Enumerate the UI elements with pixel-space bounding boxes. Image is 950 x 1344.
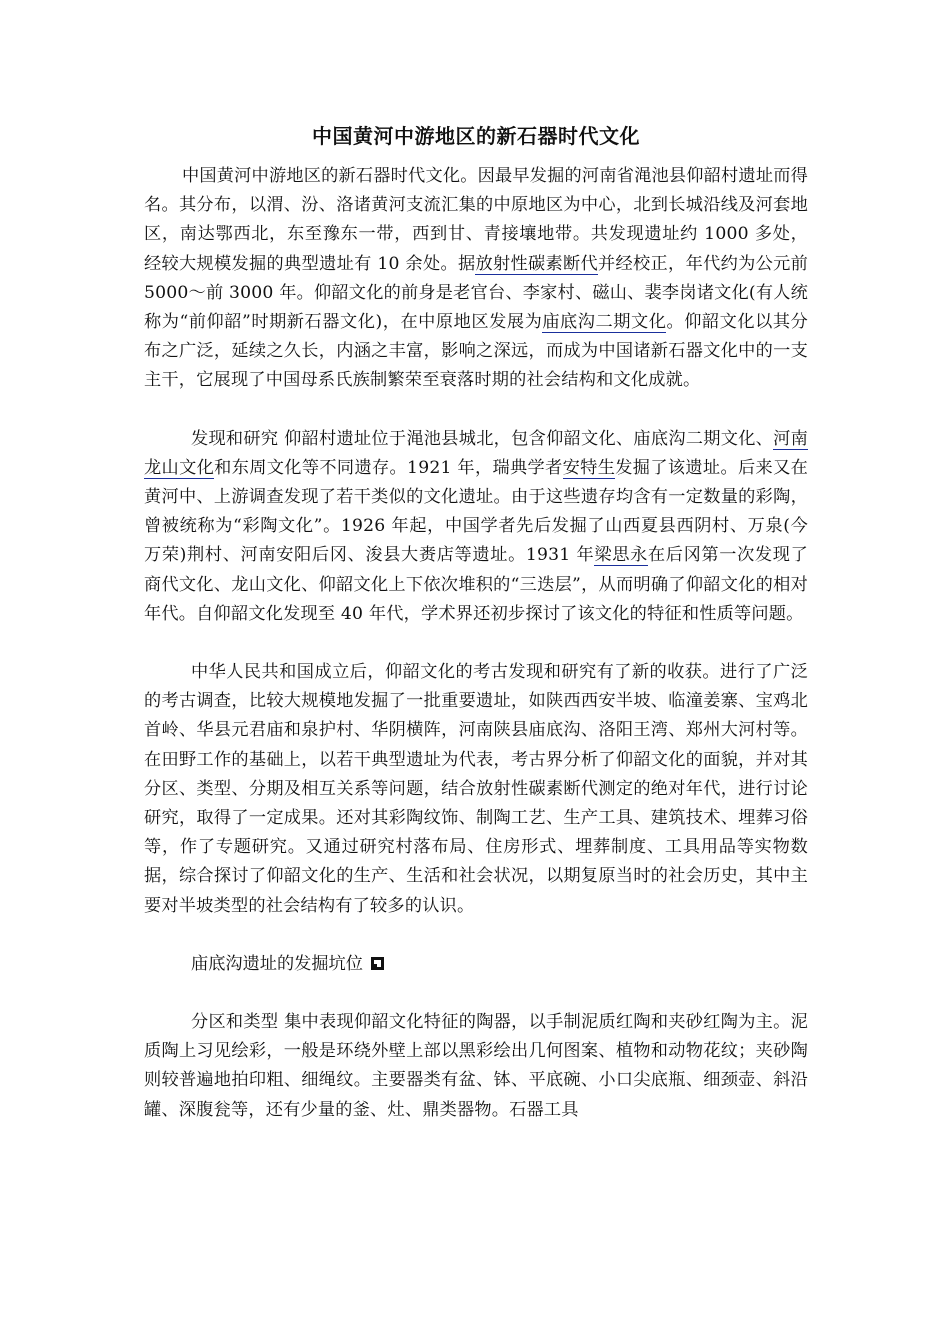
page-title: 中国黄河中游地区的新石器时代文化 (312, 124, 640, 148)
discovery-text-3: 发掘了该遗址。后来又在黄河中、上游调查发现了若干类似的文化遗址。由于这些遗存均含有一定数量的彩陶，曾被统称为“彩陶文化”。1926 年起，中国学者先后发掘了山西夏县西阴村、万泉(今万荣)荆村、河南安阳后冈、浚县大赉店等遗址。1931 年 (144, 457, 809, 566)
figure-caption-row (144, 950, 808, 979)
paragraph-spacer (144, 979, 808, 1008)
intro-text-2: 并经校正，年代约为公元前 5000～前 3000 年。仰韶文化的前身是老官台、李家村、磁山、裴李岗诸文化(有人统称为“前仰韶”时期新石器文化)，在中原地区发展为 (144, 253, 809, 333)
types-paragraph: 分区和类型 集中表现仰韶文化特征的陶器，以手制泥质红陶和夹砂红陶为主。泥质陶上习见绘彩，一般是环绕外壁上部以黑彩绘出几何图案、植物和动物花纹；夹砂陶则较普遍地拍印粗、细绳纹。主要器类有盆、钵、平底碗、小口尖底瓶、细颈壶、斜沿罐、深腹瓮等，还有少量的釜、灶、鼎类器物。石器工具 (144, 1012, 808, 1120)
link-radiocarbon-dating[interactable]: 放射性碳素断代 (475, 253, 599, 274)
link-henan-longshan-culture[interactable]: 河南龙山文化 (144, 428, 808, 478)
link-andersson[interactable]: 安特生 (562, 457, 616, 478)
link-miaodigou-phase-two[interactable]: 庙底沟二期文化 (542, 312, 667, 333)
discovery-paragraph (144, 425, 808, 629)
document-page (144, 120, 808, 1125)
intro-text-3: 。仰韶文化以其分布之广泛，延续之久长，内涵之丰富，影响之深远，而成为中国诸新石器文化中的一支主干，它展现了中国母系氏族制繁荣至衰落时期的社会结构和文化成就。 (144, 312, 808, 391)
paragraph-spacer (144, 629, 808, 658)
discovery-text-1: 发现和研究 仰韶村遗址位于渑池县城北，包含仰韶文化、庙底沟二期文化、 (191, 428, 774, 449)
paragraph-spacer (144, 396, 808, 425)
paragraph-spacer (144, 921, 808, 950)
link-liang-siyong[interactable]: 梁思永 (594, 545, 648, 566)
intro-paragraph (144, 162, 808, 396)
discovery-text-4: 在后冈第一次发现了商代文化、龙山文化、仰韶文化上下依次堆积的“三迭层”，从而明确了仰韶文化的相对年代。自仰韶文化发现至 40 年代，学术界还初步探讨了该文化的特征和性质等问题。 (144, 545, 808, 624)
image-icon[interactable] (371, 957, 384, 970)
research-paragraph: 中华人民共和国成立后，仰韶文化的考古发现和研究有了新的收获。进行了广泛的考古调查，比较大规模地发掘了一批重要遗址，如陕西西安半坡、临潼姜寨、宝鸡北首岭、华县元君庙和泉护村、华阴横阵，河南陕县庙底沟、洛阳王湾、郑州大河村等。在田野工作的基础上，以若干典型遗址为代表，考古界分析了仰韶文化的面貌，并对其分区、类型、分期及相互关系等问题，结合放射性碳素断代测定的绝对年代，进行讨论研究，取得了一定成果。还对其彩陶纹饰、制陶工艺、生产工具、建筑技术、埋葬习俗等，作了专题研究。又通过研究村落布局、住房形式、埋葬制度、工具用品等实物数据，综合探讨了仰韶文化的生产、生活和社会状况，以期复原当时的社会历史，其中主要对半坡类型的社会结构有了较多的认识。 (144, 662, 808, 916)
figure-caption: 庙底沟遗址的发掘坑位 (191, 953, 363, 974)
discovery-text-2: 和东周文化等不同遗存。1921 年，瑞典学者 (214, 457, 563, 478)
intro-text-1: 中国黄河中游地区的新石器时代文化。因最早发掘的河南省渑池县仰韶村遗址而得名。其分布，以渭、汾、洛诸黄河支流汇集的中原地区为中心，北到长城沿线及河套地区，南达鄂西北，东至豫东一带，西到甘、青接壤地带。共发现遗址约 1000 多处，经较大规模发掘的典型遗址有 10 余处。据 (144, 166, 808, 274)
